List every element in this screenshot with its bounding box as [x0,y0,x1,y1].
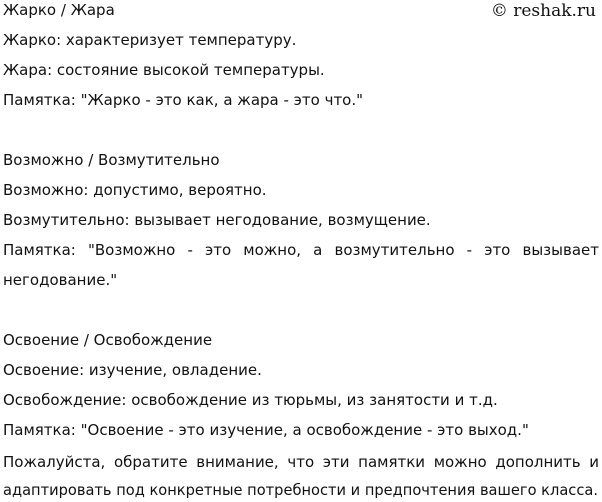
memo-line-continuation: негодование." [3,271,118,289]
memo-line [3,240,599,260]
memo-line-text: Памятка: "Возможно - это можно, а возмутительно - это вызывает [3,241,599,259]
section-heading: Освоение / Освобождение [3,331,213,349]
closing-paragraph-line [3,452,599,472]
definition-line: Возможно: допустимо, вероятно. [3,181,267,199]
watermark: © reshak.ru [490,1,596,21]
closing-text: Пожалуйста, обратите внимание, что эти памятки можно дополнить и [3,453,599,471]
definition-line: Освобождение: освобождение из тюрьмы, из занятости и т.д. [3,391,498,409]
definition-line: Жарко: характеризует температуру. [3,31,297,49]
section-heading: Жарко / Жара [3,1,115,19]
definition-line: Освоение: изучение, овладение. [3,361,262,379]
section-heading: Возможно / Возмутительно [3,151,220,169]
definition-line: Жара: состояние высокой температуры. [3,61,325,79]
memo-line: Памятка: "Освоение - это изучение, а освобождение - это выход." [3,421,529,439]
memo-line: Памятка: "Жарко - это как, а жара - это что." [3,91,364,109]
closing-paragraph-line: адаптировать под конкретные потребности и предпочтения вашего класса. [3,481,598,499]
definition-line: Возмутительно: вызывает негодование, возмущение. [3,211,431,229]
